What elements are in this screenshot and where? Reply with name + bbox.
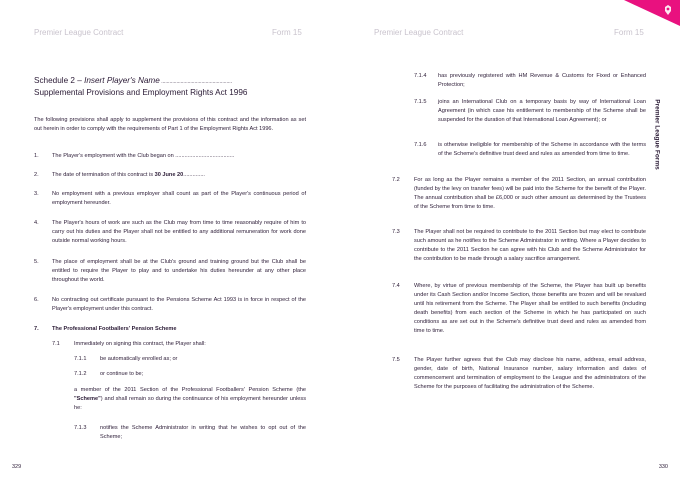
s713-text: notifies the Scheme Administrator in writing that he wishes to opt out of the Scheme;	[100, 425, 306, 440]
title-italic: Insert Player's Name	[84, 76, 160, 85]
s72-num: 7.2	[392, 177, 400, 183]
item-5-text: The place of employment shall be at the Club's ground and training ground but the Club shall be entitled to require the Player to play and to undertake his duties hereunder at any other place throughout the world.	[52, 259, 306, 283]
title-dots: ...................................................	[159, 79, 233, 85]
left-header-title: Premier League Contract	[34, 28, 124, 37]
s714-text: has previously registered with HM Revenue & Customs for Fixed or Enhanced Protection;	[438, 73, 646, 88]
item-3-num: 3.	[34, 191, 39, 197]
sidebar-label: Premier League Forms	[653, 99, 661, 170]
title-line2: Supplemental Provisions and Employment Rights Act 1996	[34, 87, 248, 97]
sidebar-tab	[652, 76, 662, 196]
s714-num: 7.1.4	[414, 73, 427, 79]
right-header-title: Premier League Contract	[374, 28, 464, 37]
item-3-text: No employment with a previous employer shall count as part of the Player's continuous period of employment hereunder.	[52, 191, 306, 206]
item-2-text	[52, 171, 306, 180]
member-c: ) and shall remain so during the continuance of his employment hereunder unless he:	[74, 396, 306, 411]
s73-text: The Player shall not be required to contribute to the 2011 Section but may elect to contribute such amount as he notifies to the Scheme Administrator in writing. Where a Player decides to contribute to the 2011 Section he can agree with his Club and the Scheme Administrator for the contribution to be made through a salary sacrifice arrangement.	[414, 229, 646, 262]
right-page	[340, 0, 680, 483]
s71-text: Immediately on signing this contract, the Player shall:	[74, 341, 206, 347]
item-7-num: 7.	[34, 326, 39, 332]
right-header-form: Form 15	[614, 28, 644, 37]
s712-num: 7.1.2	[74, 371, 87, 377]
item-4-text: The Player's hours of work are such as the Club may from time to time reasonably require of him to carry out his duties and the Player shall not be entitled to any additional remuneration for work done outside normal working hours.	[52, 220, 306, 244]
s712-text: or continue to be;	[100, 371, 144, 377]
s711-text: be automatically enrolled as; or	[100, 356, 178, 362]
termination-date: 30 June 20	[154, 172, 184, 178]
right-page-number: 330	[658, 464, 668, 470]
member-paragraph	[74, 386, 306, 413]
s75-num: 7.5	[392, 357, 400, 363]
s716-num: 7.1.6	[414, 142, 427, 148]
s713-num: 7.1.3	[74, 425, 87, 431]
s75-text: The Player further agrees that the Club may disclose his name, address, email address, gender, date of birth, National Insurance number, salary information and dates of commencement and termination of employment to the League and the administrators of the Scheme for the purposes of facilitating the administration of the Scheme.	[414, 357, 646, 390]
item-2-lead: The date of termination of this contract is	[52, 172, 155, 178]
member-scheme: "Scheme"	[74, 396, 101, 402]
item-2-tail: ..............	[183, 172, 205, 178]
left-header-form: Form 15	[272, 28, 302, 37]
s71-num: 7.1	[52, 341, 60, 347]
member-a: a member of the 2011 Section of the Professional Footballers' Pension Scheme (the	[74, 387, 306, 393]
s716-text: is otherwise ineligible for membership of the Scheme in accordance with the terms of the Scheme's definitive trust deed and rules as amended from time to time.	[438, 142, 646, 157]
item-6-text: No contracting out certificate pursuant to the Pensions Scheme Act 1993 is in force in respect of the Player's employment under this contract.	[52, 297, 306, 312]
item-1-text: The Player's employment with the Club began on ......................................	[52, 153, 235, 159]
s73-num: 7.3	[392, 229, 400, 235]
schedule-title	[34, 76, 314, 98]
item-2-num: 2.	[34, 172, 39, 178]
item-5-num: 5.	[34, 259, 39, 265]
item-6-num: 6.	[34, 297, 39, 303]
s715-text: joins an International Club on a temporary basis by way of International Loan Agreement (in which case his entitlement to membership of the Scheme shall be suspended for the duration of that International Loan Agreement); or	[438, 99, 646, 123]
s711-num: 7.1.1	[74, 356, 87, 362]
intro-paragraph: The following provisions shall apply to supplement the provisions of this contract and the information as set out herein in order to comply with the requirements of Part 1 of the Employment Rights Act 1996.	[34, 117, 306, 132]
item-4-num: 4.	[34, 220, 39, 226]
s715-num: 7.1.5	[414, 99, 427, 105]
item-1-num: 1.	[34, 153, 39, 159]
item-7-heading: The Professional Footballers' Pension Scheme	[52, 326, 177, 332]
s72-text: For as long as the Player remains a member of the 2011 Section, an annual contribution (funded by the levy on transfer fees) will be paid into the Scheme for the benefit of the Player. The annual contribution shall be £6,000 or such other amount as determined by the Trustees of the Scheme from time to time.	[414, 177, 646, 210]
s74-num: 7.4	[392, 283, 400, 289]
left-page-number: 329	[12, 464, 22, 470]
s74-text: Where, by virtue of previous membership of the Scheme, the Player has built up benefits under its Cash Section and/or Income Section, those benefits are frozen and will be revalued until his retirement from the Scheme. The Player shall be entitled to such benefits (including death benefits) from each section of the Scheme in which he has participated on such conditions as are set out in the Scheme's definitive trust deed and rules as amended from time to time.	[414, 283, 646, 334]
title-prefix: Schedule 2 –	[34, 76, 85, 85]
lion-crest-icon	[662, 4, 674, 16]
